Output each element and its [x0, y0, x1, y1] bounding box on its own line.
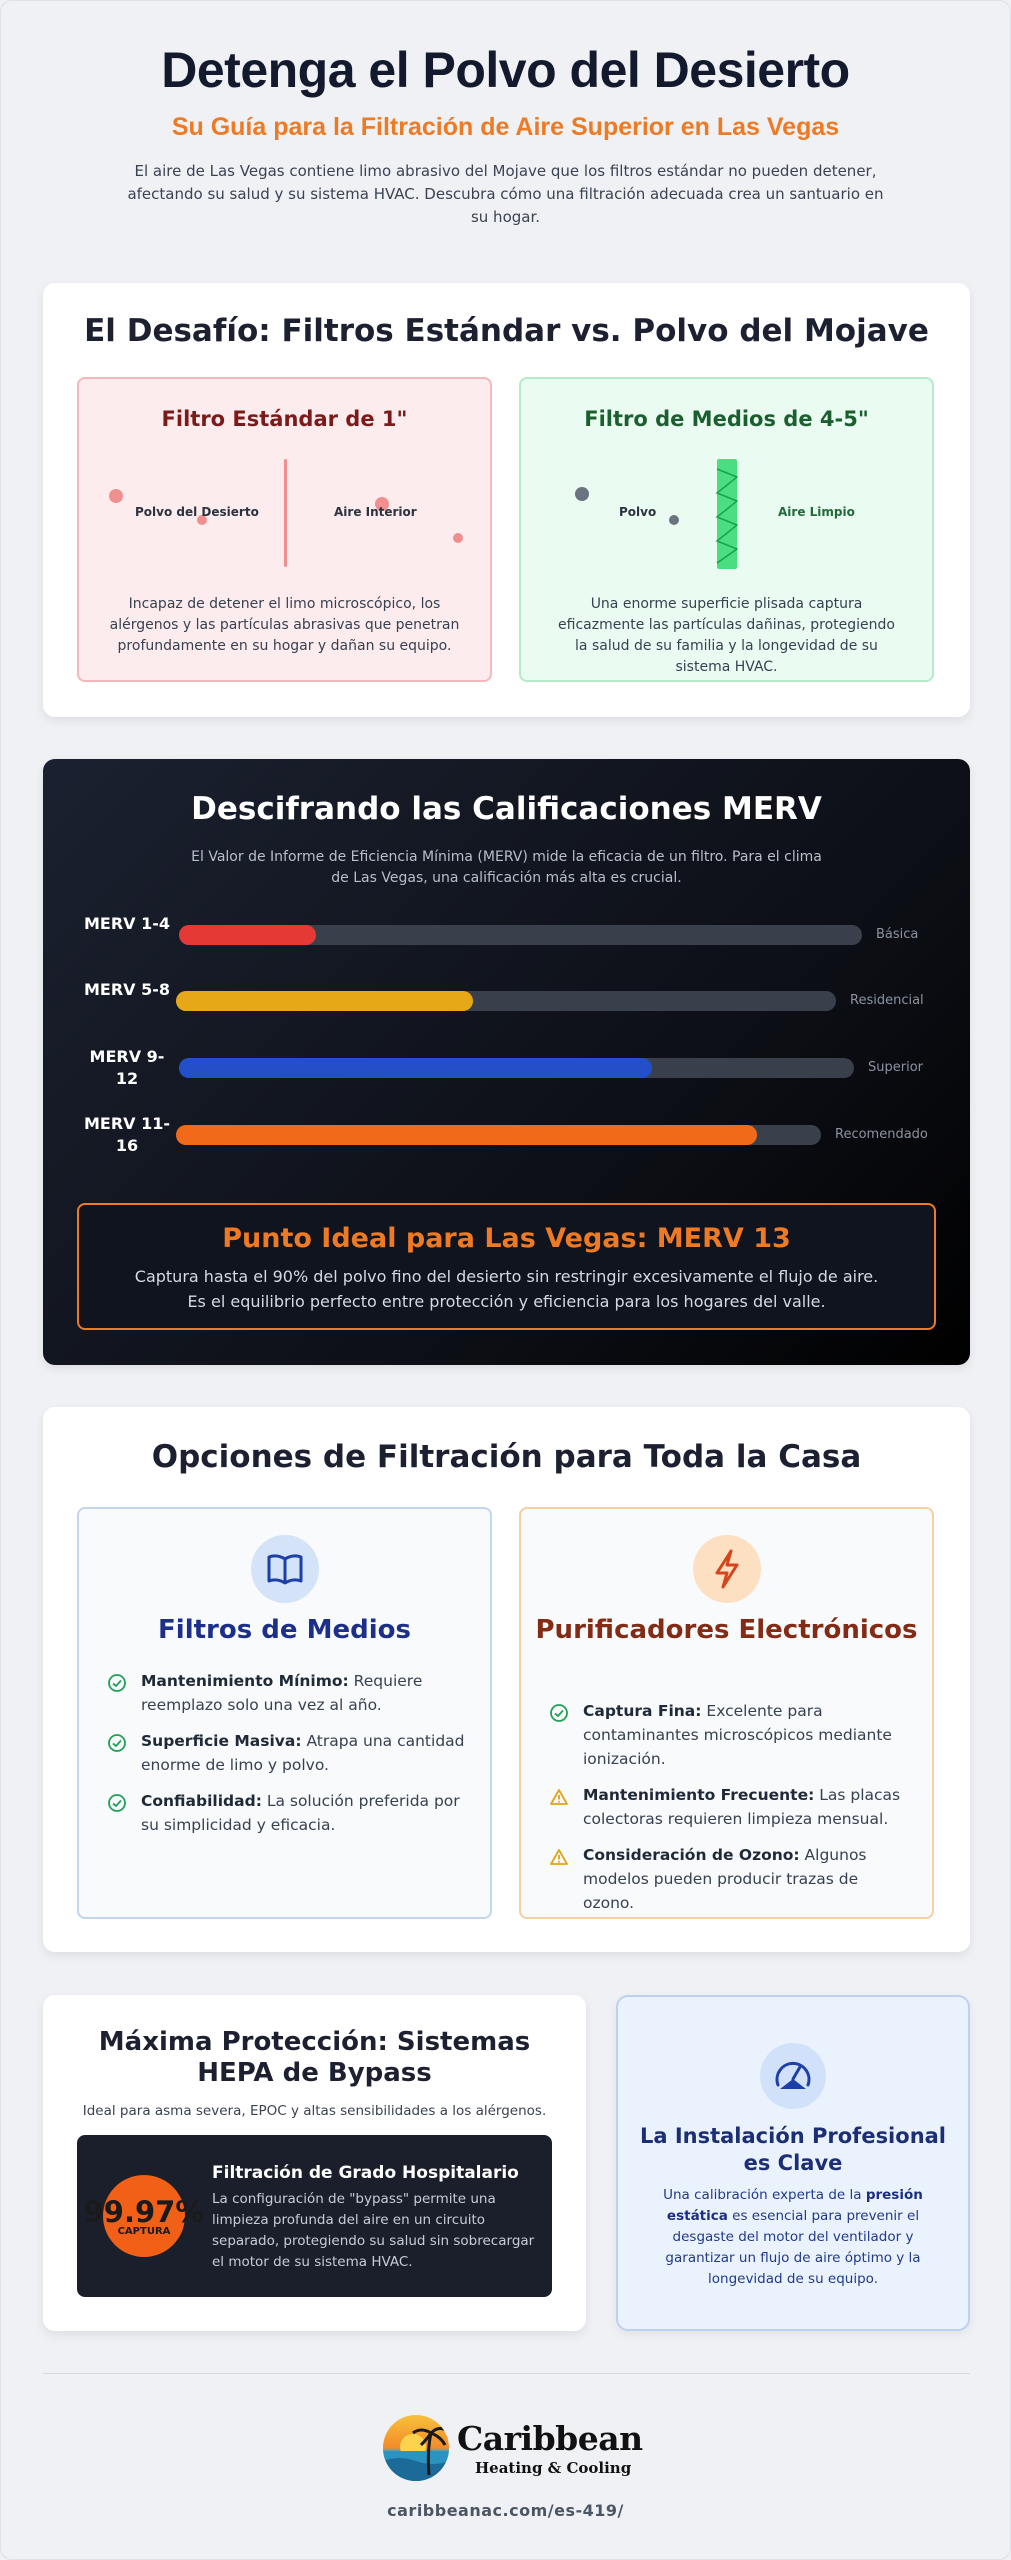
options-title: Opciones de Filtración para Toda la Casa	[151, 1439, 862, 1475]
warning-icon	[549, 1847, 569, 1867]
brand-tagline: Heating & Cooling	[475, 2459, 632, 2477]
dust-particle	[453, 533, 463, 543]
company-logo	[383, 2415, 643, 2485]
hepa-card	[43, 1995, 586, 2331]
merv-rating-track	[176, 991, 836, 1011]
dust-particle	[109, 489, 123, 503]
option-item-heading: Mantenimiento Frecuente:	[583, 1786, 815, 1804]
page-title: Detenga el Polvo del Desierto	[161, 42, 850, 98]
merv-rating-tag: Residencial	[850, 993, 924, 1008]
indoor-air-label: Aire Interior	[334, 505, 417, 519]
electronic-purifiers-title: Purificadores Electrónicos	[535, 1615, 918, 1645]
merv-rating-row	[43, 1047, 970, 1090]
option-item-heading: Consideración de Ozono:	[583, 1846, 800, 1864]
media-filters-title: Filtros de Medios	[158, 1615, 411, 1645]
option-item-heading: Confiabilidad:	[141, 1792, 262, 1810]
option-item-text: Algunos modelos pueden producir trazas de ozono.	[583, 1846, 867, 1912]
option-item-heading: Captura Fina:	[583, 1702, 702, 1720]
option-list-item	[107, 1789, 466, 1837]
website-link[interactable]: caribbeanac.com/es-419/	[387, 2501, 624, 2520]
book-open-icon	[251, 1535, 319, 1603]
option-list-item	[107, 1669, 466, 1717]
hospital-grade-box	[77, 2135, 552, 2297]
brand-name: Caribbean	[457, 2419, 643, 2458]
option-item-text: Atrapa una cantidad enorme de limo y polvo.	[141, 1732, 465, 1774]
media-filters-option	[77, 1507, 492, 1919]
installation-text	[658, 2185, 928, 2290]
merv-rating-tag: Superior	[868, 1060, 923, 1075]
check-circle-icon	[107, 1793, 127, 1813]
capture-badge	[83, 2175, 205, 2257]
standard-filter-panel	[77, 377, 492, 682]
merv-ideal-title: Punto Ideal para Las Vegas: MERV 13	[222, 1223, 791, 1254]
option-item-text: Requiere reemplazo solo una vez al año.	[141, 1672, 423, 1714]
option-item-text: La solución preferida por su simplicidad y eficacia.	[141, 1792, 460, 1834]
dust-label: Polvo del Desierto	[135, 505, 259, 519]
installation-title: La Instalación Profesional es Clave	[639, 2124, 947, 2175]
merv-rating-fill	[176, 991, 473, 1011]
capture-percentage: 99.97%	[83, 2195, 205, 2229]
dust-particle	[669, 515, 679, 525]
merv-rating-track	[179, 1058, 854, 1078]
merv-ideal-box	[77, 1203, 936, 1330]
merv-rating-fill	[179, 925, 316, 945]
option-list-item	[107, 1729, 466, 1777]
options-card	[43, 1407, 970, 1952]
thin-filter-line	[284, 459, 287, 567]
lightning-icon	[693, 1535, 761, 1603]
option-list-item	[549, 1699, 908, 1771]
capture-label: CAPTURA	[117, 2226, 171, 2237]
check-circle-icon	[107, 1733, 127, 1753]
merv-rating-fill	[176, 1125, 757, 1145]
challenge-card	[43, 283, 970, 717]
merv-rating-label: MERV 1-4	[83, 914, 171, 933]
standard-filter-description: Incapaz de detener el limo microscópico, los alérgenos y las partículas abrasivas que penetran profundamente en su hogar y dañan su equipo.	[109, 596, 460, 654]
installation-text-start: Una calibración experta de la	[663, 2187, 866, 2203]
option-item-heading: Mantenimiento Mínimo:	[141, 1672, 349, 1690]
challenge-title: El Desafío: Filtros Estándar vs. Polvo del Mojave	[84, 313, 929, 349]
hospital-grade-text: La configuración de "bypass" permite una limpieza profunda del aire en un circuito separado, protegiendo su salud sin sobrecargar el motor de su sistema HVAC.	[212, 2191, 535, 2270]
option-list-item	[549, 1843, 908, 1915]
merv-rating-row	[43, 914, 970, 957]
option-item-text: Las placas colectoras requieren limpieza mensual.	[583, 1786, 901, 1828]
merv-rating-label: MERV 5-8	[83, 980, 171, 999]
merv-title: Descifrando las Calificaciones MERV	[191, 791, 822, 827]
gauge-icon	[760, 2043, 826, 2109]
media-filter-title: Filtro de Medios de 4-5"	[584, 407, 869, 431]
merv-rating-row	[43, 980, 970, 1023]
warning-icon	[549, 1787, 569, 1807]
standard-filter-title: Filtro Estándar de 1"	[161, 407, 408, 431]
option-item-text: Excelente para contaminantes microscópicos mediante ionización.	[583, 1702, 892, 1768]
page-intro: El aire de Las Vegas contiene limo abrasivo del Mojave que los filtros estándar no pueden detener, afectando su salud y su sistema HVAC. Descubra cómo una filtración adecuada crea un santuario en su hogar.	[127, 162, 884, 226]
hospital-grade-title: Filtración de Grado Hospitalario	[212, 2163, 519, 2183]
merv-rating-row	[43, 1114, 970, 1157]
merv-card	[43, 759, 970, 1365]
hepa-subtitle: Ideal para asma severa, EPOC y altas sensibilidades a los alérgenos.	[82, 2103, 547, 2119]
merv-rating-tag: Recomendado	[835, 1127, 928, 1142]
merv-rating-fill	[179, 1058, 652, 1078]
electronic-purifiers-option	[519, 1507, 934, 1919]
hepa-title: Máxima Protección: Sistemas HEPA de Bypass	[98, 2027, 531, 2088]
media-filter-panel	[519, 377, 934, 682]
check-circle-icon	[107, 1673, 127, 1693]
merv-rating-label: MERV 11-16	[83, 1114, 171, 1155]
header	[1, 1, 1010, 229]
installation-card	[616, 1995, 970, 2331]
merv-ideal-text: Captura hasta el 90% del polvo fino del desierto sin restringir excesivamente el flujo de aire. Es el equilibrio perfecto entre protección y eficiencia para los hogares del valle.	[134, 1267, 879, 1311]
pleated-filter-graphic	[715, 459, 739, 569]
option-list-item	[549, 1783, 908, 1831]
dust-label: Polvo	[619, 505, 657, 519]
electronic-purifiers-list	[549, 1699, 908, 1927]
check-circle-icon	[549, 1703, 569, 1723]
page-subtitle: Su Guía para la Filtración de Aire Superior en Las Vegas	[171, 113, 840, 141]
merv-rating-track	[176, 1125, 821, 1145]
media-filter-description: Una enorme superficie plisada captura eficazmente las partículas dañinas, protegiendo la salud de su familia y la longevidad de su sistema HVAC.	[558, 596, 895, 675]
merv-rating-label: MERV 9-12	[89, 1047, 165, 1088]
merv-rating-track	[179, 925, 862, 945]
dust-particle	[575, 487, 589, 501]
option-item-heading: Superficie Masiva:	[141, 1732, 302, 1750]
static-pressure-emphasis: presión estática	[666, 2187, 923, 2224]
clean-air-label: Aire Limpio	[778, 505, 855, 519]
media-filters-list	[107, 1669, 466, 1849]
footer-divider	[43, 2373, 970, 2374]
merv-subtitle: El Valor de Informe de Eficiencia Mínima (MERV) mide la eficacia de un filtro. Para el clima de Las Vegas, una calificación más alta es crucial.	[191, 849, 822, 886]
merv-rating-tag: Básica	[876, 927, 919, 942]
palm-sunset-logo-icon	[383, 2415, 449, 2481]
installation-text-end: es esencial para prevenir el desgaste del motor del ventilador y garantizar un flujo de aire óptimo y la longevidad de su equipo.	[665, 2208, 921, 2287]
